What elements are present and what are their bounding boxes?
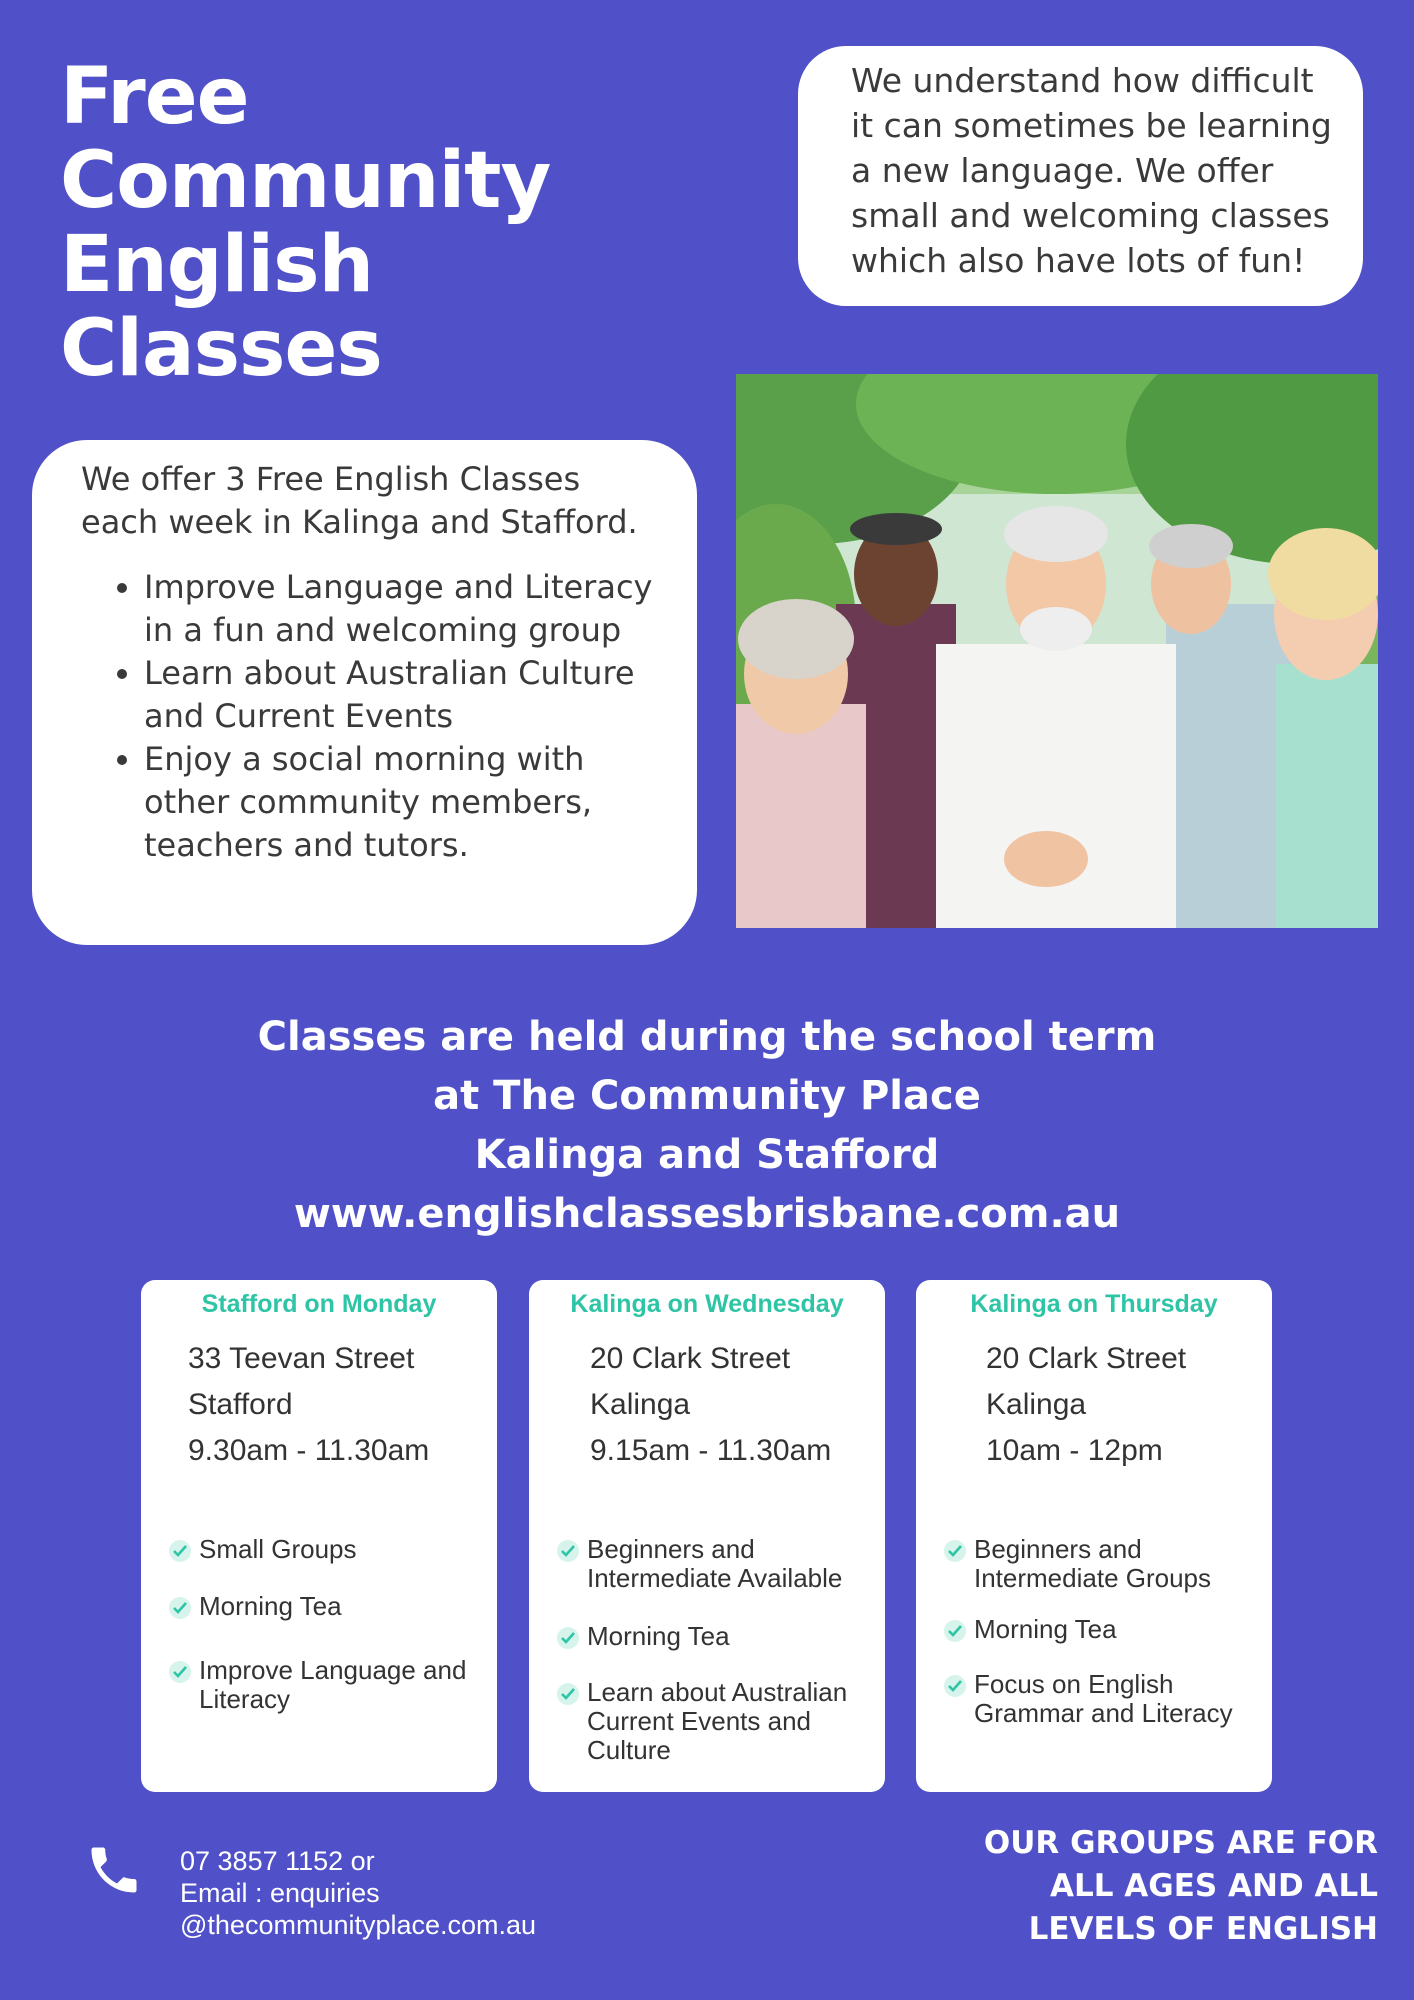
check-icon (944, 1540, 966, 1562)
check-icon (944, 1620, 966, 1642)
card-street: 20 Clark Street (590, 1342, 791, 1375)
feature-text: Focus on English Grammar and Literacy (974, 1669, 1233, 1728)
check-icon (557, 1683, 579, 1705)
card-time: 9.15am - 11.30am (590, 1434, 832, 1467)
offer-list (81, 566, 667, 867)
offer-bullet: • Improve Language and Literacy in a fun and welcoming group (144, 566, 667, 652)
title-line: Free (60, 52, 249, 142)
group-of-seniors-photo-icon (736, 374, 1378, 928)
card-street: 20 Clark Street (986, 1342, 1187, 1375)
check-icon (944, 1675, 966, 1697)
info-line: at The Community Place (433, 1073, 981, 1119)
offer-bullet: • Enjoy a social morning with other community members, teachers and tutors. (144, 738, 667, 867)
check-icon (557, 1540, 579, 1562)
check-icon (169, 1540, 191, 1562)
title-line: Community (60, 136, 551, 226)
class-card-kalinga-wednesday (529, 1280, 885, 1792)
contact-email[interactable]: Email : enquiries (180, 1878, 380, 1908)
feature-item (169, 1535, 487, 1564)
title-line: English (60, 220, 374, 310)
offer-bubble (32, 440, 697, 945)
card-address (986, 1336, 1186, 1474)
title-line: Classes (60, 304, 382, 394)
contact-phone[interactable]: 07 3857 1152 or (180, 1846, 375, 1876)
feature-item (944, 1615, 1262, 1644)
feature-item (557, 1535, 875, 1593)
contact-email-domain[interactable]: @thecommunityplace.com.au (180, 1910, 537, 1940)
info-line: Kalinga and Stafford (474, 1132, 940, 1178)
card-suburb: Stafford (188, 1388, 293, 1421)
feature-item (944, 1535, 1262, 1593)
check-icon (169, 1661, 191, 1683)
card-heading: Stafford on Monday (201, 1290, 437, 1318)
offer-heading: We offer 3 Free English Classes each week in Kalinga and Stafford. (81, 460, 638, 541)
card-street: 33 Teevan Street (188, 1342, 415, 1375)
card-address (590, 1336, 831, 1474)
groups-line: ALL AGES AND ALL (1050, 1868, 1378, 1904)
card-heading: Kalinga on Thursday (970, 1290, 1218, 1318)
intro-text: We understand how difficult it can sometimes be learning a new language. We offer small and welcoming classes which also have lots of fun! (851, 61, 1332, 280)
class-card-kalinga-thursday (916, 1280, 1272, 1792)
feature-item (557, 1622, 875, 1651)
feature-text: Morning Tea (974, 1614, 1117, 1644)
feature-item (944, 1670, 1262, 1728)
card-time: 10am - 12pm (986, 1434, 1163, 1467)
card-address (188, 1336, 429, 1474)
check-icon (557, 1627, 579, 1649)
feature-text: Beginners and Intermediate Available (587, 1534, 843, 1593)
feature-text: Improve Language and Literacy (199, 1655, 467, 1714)
class-info (0, 1008, 1414, 1244)
groups-line: LEVELS OF ENGLISH (1028, 1911, 1378, 1947)
class-card-stafford-monday (141, 1280, 497, 1792)
groups-line: OUR GROUPS ARE FOR (983, 1825, 1378, 1861)
check-icon (169, 1597, 191, 1619)
info-line: Classes are held during the school term (257, 1014, 1157, 1060)
card-suburb: Kalinga (986, 1388, 1087, 1421)
intro-bubble (798, 46, 1363, 306)
feature-text: Small Groups (199, 1534, 357, 1564)
groups-note (984, 1822, 1378, 1951)
card-heading: Kalinga on Wednesday (570, 1290, 844, 1318)
feature-text: Beginners and Intermediate Groups (974, 1534, 1212, 1593)
card-suburb: Kalinga (590, 1388, 691, 1421)
group-photo (736, 374, 1378, 928)
feature-text: Morning Tea (199, 1591, 342, 1621)
contact-info (180, 1845, 536, 1941)
page-title (60, 52, 620, 394)
website-link[interactable]: www.englishclassesbrisbane.com.au (293, 1191, 1121, 1237)
phone-icon (84, 1840, 144, 1904)
feature-item (557, 1678, 875, 1765)
feature-text: Learn about Australian Current Events and Culture (587, 1677, 848, 1765)
offer-bullet: • Learn about Australian Culture and Current Events (144, 652, 667, 738)
feature-item (169, 1656, 487, 1714)
feature-item (169, 1592, 487, 1621)
feature-text: Morning Tea (587, 1621, 730, 1651)
card-time: 9.30am - 11.30am (188, 1434, 430, 1467)
